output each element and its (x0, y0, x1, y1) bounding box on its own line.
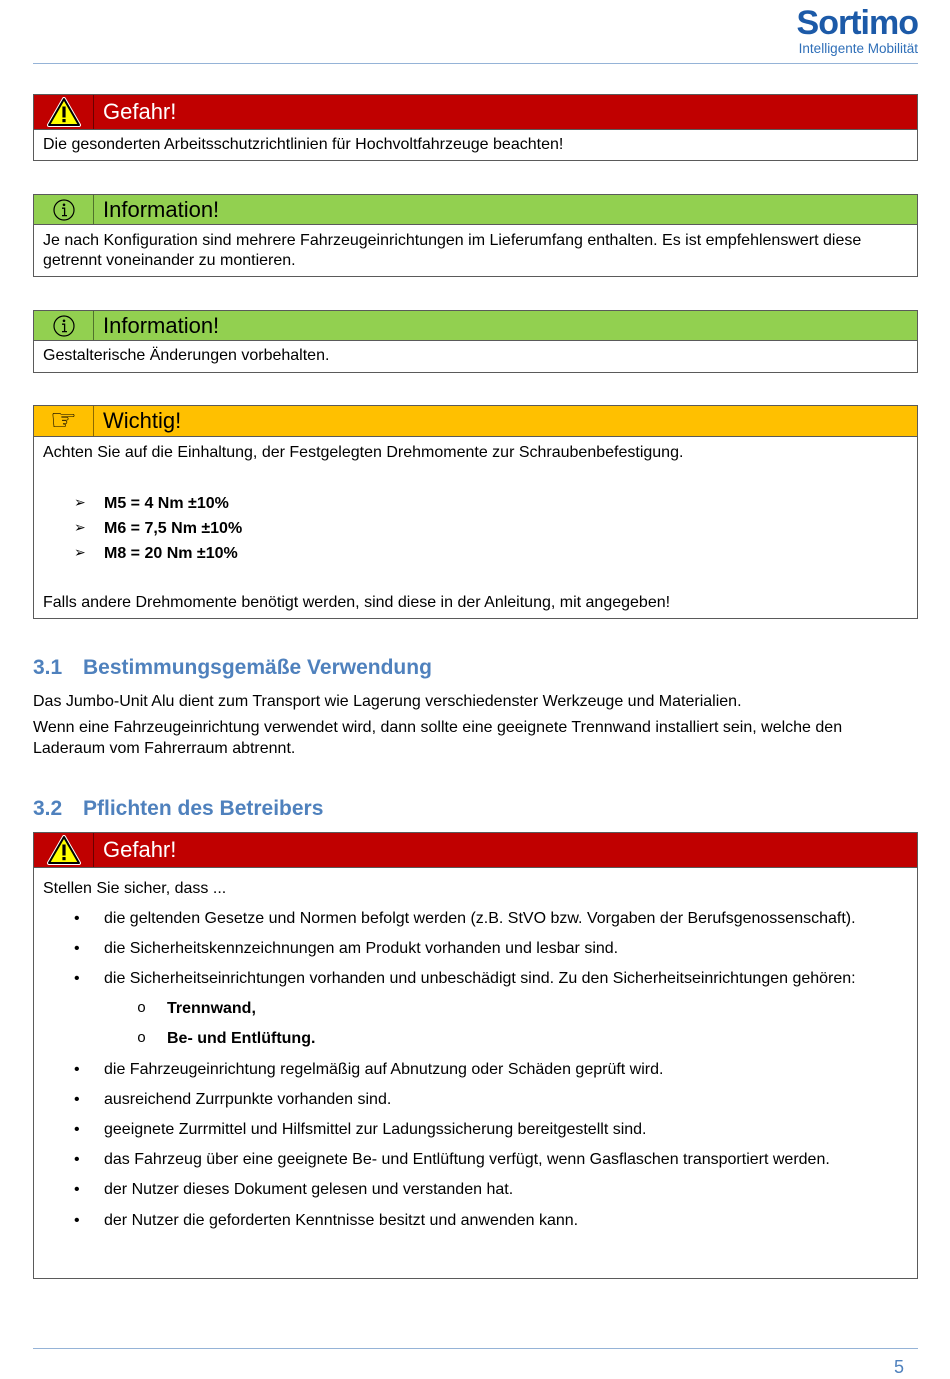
header-divider (33, 63, 918, 64)
list-item (104, 908, 901, 929)
list-item-text: der Nutzer die geforderten Kenntnisse besitzt und anwenden kann. (104, 1211, 579, 1229)
pointing-hand-glyph (50, 407, 77, 435)
logo-tagline: Intelligente Mobilität (798, 41, 918, 56)
section-heading-3-1 (33, 655, 432, 681)
section-number: 3.1 (33, 656, 63, 679)
section-title: Bestimmungsgemäße Verwendung (83, 656, 432, 679)
torque-list (104, 491, 908, 566)
notice-body (34, 130, 917, 155)
warning-triangle-icon (34, 833, 94, 867)
notice-header (34, 195, 917, 225)
notice-intro: Stellen Sie sicher, dass ... (43, 879, 227, 897)
list-item-text: das Fahrzeug über eine geeignete Be- und Entlüftung verfügt, wenn Gasflaschen transportiert werden. (104, 1151, 830, 1169)
notice-text: Die gesonderten Arbeitsschutzrichtlinien für Hochvoltfahrzeuge beachten! (43, 136, 564, 153)
list-item-text: der Nutzer dieses Dokument gelesen und verstanden hat. (104, 1181, 514, 1199)
sub-list-item: o Trennwand, (167, 998, 901, 1019)
torque-item: ➢ M6 = 7,5 Nm ±10% (104, 516, 908, 541)
notice-title: Gefahr! (103, 837, 177, 862)
list-item (104, 1149, 901, 1170)
page-number: 5 (893, 1357, 904, 1377)
warning-triangle-icon (34, 95, 94, 129)
info-circle-icon (34, 311, 94, 340)
notice-header (34, 95, 917, 130)
list-item (104, 1179, 901, 1200)
section-heading-3-2 (33, 796, 323, 822)
info-circle-icon (34, 195, 94, 224)
notice-title: Wichtig! (103, 408, 182, 433)
notice-title: Information! (103, 196, 220, 222)
list-item (104, 1059, 901, 1080)
list-item (104, 1119, 901, 1140)
list-item-text: geeignete Zurrmittel und Hilfsmittel zur Ladungssicherung bereitgestellt sind. (104, 1121, 647, 1138)
important-notice (33, 405, 918, 619)
notice-header (34, 833, 917, 868)
notice-text: Je nach Konfiguration sind mehrere Fahrzeugeinrichtungen im Lieferumfang enthalten. Es ist empfehlenswert diese getrennt voneinander zu montieren. (43, 232, 862, 269)
information-notice (33, 310, 918, 373)
sortimo-logo (790, 6, 918, 57)
list-item-text: die Sicherheitskennzeichnungen am Produkt vorhanden und lesbar sind. (104, 939, 619, 957)
section-title: Pflichten des Betreibers (83, 797, 324, 820)
notice-header (34, 311, 917, 341)
list-item-text: die Sicherheitseinrichtungen vorhanden und unbeschädigt sind. Zu den Sicherheitseinrichtungen gehören: (104, 970, 856, 988)
notice-body (34, 341, 917, 366)
list-item-text: ausreichend Zurrpunkte vorhanden sind. (104, 1090, 392, 1108)
list-item-text: die geltenden Gesetze und Normen befolgt werden (z.B. StVO bzw. Vorgaben der Berufsgenossenschaft). (104, 909, 856, 927)
notice-body (34, 225, 917, 271)
sub-list-item: o Be- und Entlüftung. (167, 1028, 901, 1049)
list-item (104, 1210, 901, 1231)
paragraph: Wenn eine Fahrzeugeinrichtung verwendet wird, dann sollte eine geeignete Trennwand installiert sein, welche den Laderaum vom Fahrerraum abtrennt. (33, 718, 843, 757)
list-item (104, 938, 901, 959)
logo-brand: Sortimo (796, 4, 918, 42)
notice-title: Gefahr! (103, 99, 177, 124)
notice-intro: Achten Sie auf die Einhaltung, der Festgelegten Drehmomente zur Schraubenbefestigung. (43, 444, 684, 461)
section-number: 3.2 (33, 797, 63, 820)
notice-header (34, 406, 917, 437)
list-item (104, 1089, 901, 1110)
notice-body (34, 868, 917, 1231)
torque-item: ➢ M5 = 4 Nm ±10% (104, 491, 908, 516)
pointing-hand-icon (34, 406, 94, 436)
list-item (104, 968, 901, 1049)
notice-body (34, 437, 917, 613)
danger-notice (33, 94, 918, 161)
list-item-text: die Fahrzeugeinrichtung regelmäßig auf Abnutzung oder Schäden geprüft wird. (104, 1060, 664, 1078)
notice-outro: Falls andere Drehmomente benötigt werden, sind diese in der Anleitung, mit angegeben! (43, 594, 671, 611)
notice-text: Gestalterische Änderungen vorbehalten. (43, 347, 330, 364)
danger-notice (33, 832, 918, 1279)
information-notice (33, 194, 918, 277)
paragraph: Das Jumbo-Unit Alu dient zum Transport wie Lagerung verschiedenster Werkzeuge und Materialien. (33, 692, 742, 710)
footer-divider (33, 1348, 918, 1349)
notice-title: Information! (103, 312, 220, 338)
torque-item: ➢ M8 = 20 Nm ±10% (104, 541, 908, 566)
